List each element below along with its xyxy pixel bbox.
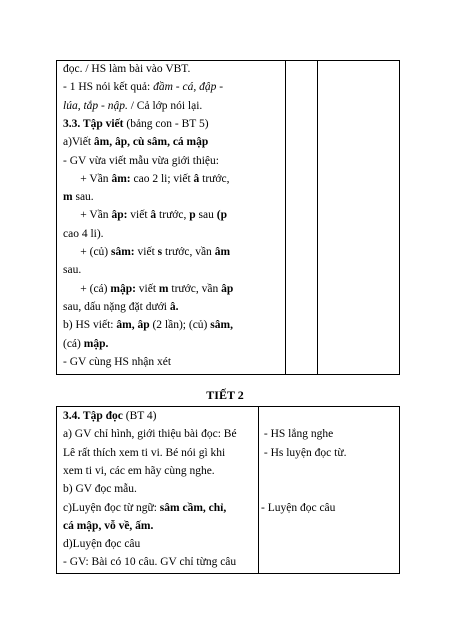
text-segment: 3.4. Tập đọc bbox=[63, 410, 123, 422]
text-segment: trước, bbox=[199, 172, 230, 185]
student-activity-column bbox=[321, 61, 397, 374]
text-segment: (2 lần); (củ) bbox=[149, 319, 211, 332]
text-segment: c)Luyện đọc từ ngữ: bbox=[63, 501, 160, 514]
text-line bbox=[63, 409, 157, 423]
column-divider bbox=[258, 407, 259, 573]
text-segment: xem ti vi, các em hãy cùng nghe. bbox=[63, 464, 215, 477]
text-segment: - GV vừa viết mẫu vừa giới thiệu: bbox=[63, 154, 219, 167]
text-line bbox=[63, 227, 104, 241]
text-line bbox=[63, 208, 227, 222]
text-segment: p bbox=[189, 209, 196, 222]
text-segment: / Cả lớp nói lại. bbox=[127, 99, 203, 112]
text-segment: âm, âp bbox=[116, 319, 150, 332]
text-line bbox=[63, 501, 226, 515]
text-segment: 3.3. Tập viết bbox=[63, 117, 124, 130]
text-segment: m bbox=[63, 191, 73, 204]
text-segment: a)Viết bbox=[63, 136, 94, 149]
text-line bbox=[63, 282, 233, 296]
text-segment: b) GV đọc mẫu. bbox=[63, 483, 137, 496]
text-line bbox=[63, 355, 171, 369]
text-segment: s bbox=[157, 246, 163, 258]
text-segment: m bbox=[158, 282, 169, 295]
text-line bbox=[63, 519, 153, 533]
student-activity-text: - Luyện đọc câu bbox=[261, 501, 336, 514]
text-segment: đọc. / HS làm bài vào VBT. bbox=[63, 63, 191, 75]
column-divider bbox=[317, 61, 318, 374]
text-segment: sau. bbox=[63, 264, 82, 277]
text-segment: âm, âp, cù sâm, cá mập bbox=[93, 136, 209, 149]
text-segment: (bảng con - BT 5) bbox=[123, 117, 209, 130]
text-segment: (cá) bbox=[63, 337, 84, 350]
text-line bbox=[63, 154, 219, 168]
text-line bbox=[63, 337, 108, 351]
text-segment: (p bbox=[216, 209, 227, 222]
text-segment: d)Luyện đọc câu bbox=[63, 538, 141, 551]
text-line bbox=[63, 446, 225, 460]
text-segment: - 1 HS nói kết quả: bbox=[63, 81, 154, 94]
text-segment: sau. bbox=[72, 191, 94, 204]
text-segment: + Vần bbox=[63, 172, 112, 185]
text-segment: âp bbox=[221, 282, 234, 295]
text-segment: â bbox=[150, 209, 157, 222]
text-line bbox=[63, 135, 208, 149]
text-line bbox=[63, 117, 209, 131]
student-activity-text: - Hs luyện đọc từ. bbox=[261, 446, 347, 459]
activity-table-1 bbox=[56, 60, 400, 375]
student-activity-text: - HS lắng nghe bbox=[261, 428, 334, 441]
text-segment: - GV cùng HS nhận xét bbox=[63, 355, 172, 368]
text-segment: (BT 4) bbox=[122, 410, 157, 422]
text-line bbox=[63, 318, 233, 332]
text-line bbox=[63, 555, 236, 569]
text-segment: cá mập, vỗ về, ấm. bbox=[63, 519, 154, 532]
text-segment: cao 2 li; viết bbox=[130, 172, 194, 185]
student-activity-column bbox=[261, 407, 397, 573]
text-segment: - GV: Bài có 10 câu. GV chỉ từng câu bbox=[63, 556, 237, 569]
text-segment: a) GV chỉ hình, giới thiệu bài đọc: Bé bbox=[63, 428, 237, 441]
text-line bbox=[63, 80, 223, 94]
text-segment: trước, bbox=[156, 209, 190, 222]
text-segment: + (cá) bbox=[63, 282, 111, 295]
teacher-activity-column bbox=[63, 61, 283, 374]
text-line bbox=[63, 464, 215, 478]
text-line bbox=[63, 263, 81, 277]
text-segment: sâm, bbox=[210, 319, 233, 332]
text-segment: â bbox=[193, 172, 200, 185]
text-line bbox=[63, 190, 94, 204]
text-segment: viết bbox=[127, 209, 151, 222]
text-segment: mập: bbox=[110, 282, 136, 295]
text-segment: âm: bbox=[111, 172, 131, 185]
text-segment: sau, dấu nặng đặt dưới bbox=[63, 300, 170, 313]
text-segment: + Vần bbox=[63, 209, 112, 222]
text-segment: âp: bbox=[111, 209, 128, 222]
text-line bbox=[63, 245, 230, 259]
text-segment: lúa, tắp - nập. bbox=[63, 99, 128, 112]
text-line bbox=[63, 99, 202, 113]
teacher-activity-column bbox=[63, 407, 255, 573]
activity-table-2 bbox=[56, 406, 400, 574]
text-line bbox=[63, 537, 140, 551]
text-segment: b) HS viết: bbox=[63, 319, 117, 332]
text-segment: viết bbox=[135, 282, 159, 295]
text-line bbox=[63, 62, 190, 76]
section-heading: TIẾT 2 bbox=[206, 388, 244, 402]
text-segment: â. bbox=[169, 300, 179, 313]
text-line bbox=[63, 172, 229, 186]
text-segment: viết bbox=[134, 246, 158, 258]
text-segment: trước, vần bbox=[162, 246, 215, 258]
text-segment: cao 4 li). bbox=[63, 227, 104, 240]
text-segment: Lê rất thích xem ti vi. Bé nói gì khi bbox=[63, 446, 226, 459]
text-line bbox=[63, 427, 237, 441]
text-segment: mập. bbox=[83, 337, 109, 350]
text-segment: sau bbox=[195, 209, 217, 222]
text-segment: sâm cầm, chỉ, bbox=[159, 501, 227, 514]
column-divider bbox=[285, 61, 286, 374]
text-segment: âm bbox=[214, 246, 231, 258]
text-segment: đầm - cá, đập - bbox=[153, 81, 224, 94]
text-line bbox=[63, 300, 178, 314]
text-segment: + (củ) bbox=[63, 246, 111, 258]
text-segment: trước, vần bbox=[168, 282, 222, 295]
text-line bbox=[63, 482, 137, 496]
text-segment: sâm: bbox=[111, 246, 135, 258]
